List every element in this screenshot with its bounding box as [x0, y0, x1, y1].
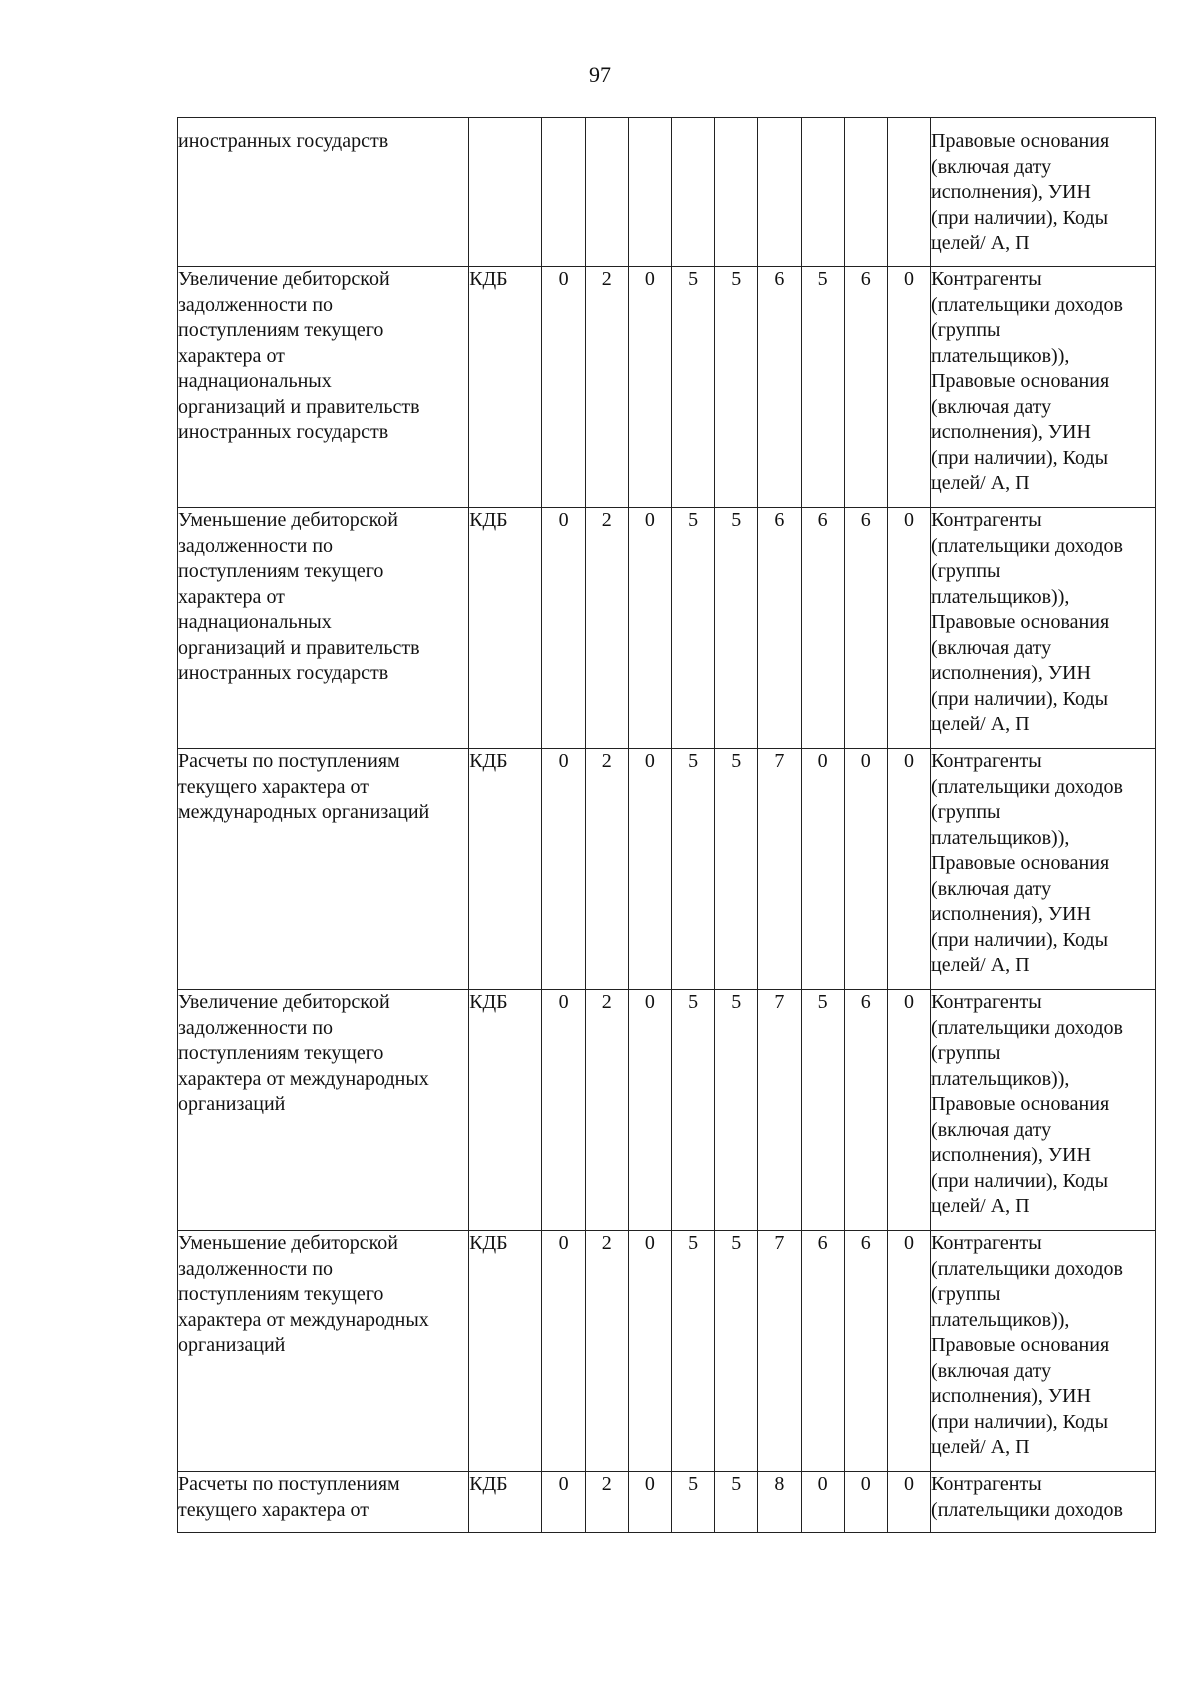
table-row: [178, 990, 1156, 1231]
row-name-line: иностранных государств: [178, 421, 389, 443]
account-digit-cell: 5: [672, 267, 715, 508]
row-kind-cell: КДБ: [469, 508, 542, 749]
account-digit-cell: 0: [542, 508, 585, 749]
row-name-line: Увеличение дебиторской: [178, 268, 390, 290]
row-attribute-line: исполнения), УИН: [931, 1144, 1091, 1166]
row-attributes-cell: [931, 1231, 1156, 1472]
account-digit-cell: 5: [715, 267, 758, 508]
account-digit-cell: 0: [542, 1472, 585, 1533]
row-name-line: задолженности по: [178, 1257, 334, 1280]
row-name-cell: [178, 267, 469, 508]
account-digit-cell: 7: [758, 990, 801, 1231]
row-attribute-line: плательщиков)),: [931, 344, 1070, 367]
row-attributes-cell: [931, 118, 1156, 267]
account-digit-cell: 0: [887, 267, 930, 508]
row-attribute-line: Правовые основания: [931, 611, 1110, 633]
row-name-line: Уменьшение дебиторской: [178, 1232, 399, 1254]
row-attribute-line: (включая дату: [931, 155, 1052, 178]
account-digit-cell: 0: [542, 990, 585, 1231]
account-digit-cell: 0: [542, 267, 585, 508]
account-digit-cell: 6: [844, 1231, 887, 1472]
account-digit-cell: 0: [628, 1472, 671, 1533]
row-attribute-line: (плательщики доходов: [931, 293, 1123, 316]
row-attribute-line: плательщиков)),: [931, 585, 1070, 608]
account-digit-cell: 0: [887, 749, 930, 990]
row-attribute-line: целей/ А, П: [931, 713, 1030, 735]
row-kind-cell: КДБ: [469, 1231, 542, 1472]
account-digit-cell: [672, 118, 715, 267]
row-name-line: характера от международных: [178, 1308, 429, 1331]
row-attribute-line: (группы: [931, 560, 1001, 582]
row-name-line: задолженности по: [178, 534, 334, 557]
account-digit-cell: 0: [887, 1472, 930, 1533]
row-name-line: Расчеты по поступлениям: [178, 750, 400, 772]
row-name-line: текущего характера от: [178, 1498, 369, 1521]
row-name-line: характера от: [178, 344, 285, 367]
row-attribute-line: (группы: [931, 801, 1001, 823]
account-digit-cell: 5: [672, 1231, 715, 1472]
account-digit-cell: 6: [801, 508, 844, 749]
row-attributes-cell: [931, 1472, 1156, 1533]
row-kind-cell: КДБ: [469, 1472, 542, 1533]
row-attribute-line: плательщиков)),: [931, 1308, 1070, 1331]
account-digit-cell: 2: [585, 990, 628, 1231]
account-digit-cell: 0: [844, 1472, 887, 1533]
account-digit-cell: 0: [844, 749, 887, 990]
account-digit-cell: 0: [887, 1231, 930, 1472]
account-digit-cell: 0: [887, 508, 930, 749]
account-digit-cell: [887, 118, 930, 267]
account-digit-cell: [585, 118, 628, 267]
row-attribute-line: целей/ А, П: [931, 1195, 1030, 1217]
row-attribute-line: (при наличии), Коды: [931, 687, 1109, 710]
row-attribute-line: целей/ А, П: [931, 472, 1030, 494]
row-attribute-line: целей/ А, П: [931, 232, 1030, 254]
row-name-cell: [178, 990, 469, 1231]
row-name-line: наднациональных: [178, 611, 332, 633]
account-digit-cell: 8: [758, 1472, 801, 1533]
row-attribute-line: (плательщики доходов: [931, 1257, 1123, 1280]
row-name-line: организаций и правительств: [178, 395, 420, 418]
account-digit-cell: 2: [585, 1231, 628, 1472]
account-digit-cell: 0: [628, 1231, 671, 1472]
row-attribute-line: Правовые основания: [931, 1093, 1110, 1115]
account-digit-cell: 0: [887, 990, 930, 1231]
row-attribute-line: Контрагенты: [931, 750, 1042, 772]
row-attribute-line: исполнения), УИН: [931, 421, 1091, 443]
row-attribute-line: (включая дату: [931, 395, 1052, 418]
row-name-line: задолженности по: [178, 1016, 334, 1039]
row-name-cell: [178, 508, 469, 749]
row-attribute-line: исполнения), УИН: [931, 903, 1091, 925]
account-digit-cell: 5: [672, 508, 715, 749]
row-name-line: поступлениям текущего: [178, 1283, 384, 1305]
row-name-line: Уменьшение дебиторской: [178, 509, 399, 531]
row-name-cell: [178, 1231, 469, 1472]
account-digit-cell: 5: [801, 267, 844, 508]
account-digit-cell: 6: [758, 508, 801, 749]
row-name-line: поступлениям текущего: [178, 560, 384, 582]
account-digit-cell: 0: [628, 267, 671, 508]
page-number: 97: [589, 62, 611, 87]
account-digit-cell: 5: [672, 749, 715, 990]
row-name-line: организаций и правительств: [178, 636, 420, 659]
table-row: [178, 267, 1156, 508]
account-digit-cell: 0: [801, 749, 844, 990]
account-digit-cell: 7: [758, 749, 801, 990]
account-digit-cell: 5: [715, 1231, 758, 1472]
row-name-line: иностранных государств: [178, 130, 389, 152]
row-attribute-line: целей/ А, П: [931, 954, 1030, 976]
row-attribute-line: (плательщики доходов: [931, 1498, 1123, 1521]
table-row: [178, 749, 1156, 990]
row-name-line: Расчеты по поступлениям: [178, 1473, 400, 1495]
account-digit-cell: 0: [628, 990, 671, 1231]
table-row: [178, 1231, 1156, 1472]
row-attribute-line: плательщиков)),: [931, 826, 1070, 849]
account-digit-cell: 5: [715, 1472, 758, 1533]
account-digit-cell: [542, 118, 585, 267]
row-kind-cell: [469, 118, 542, 267]
row-attribute-line: (плательщики доходов: [931, 775, 1123, 798]
account-digit-cell: 5: [715, 508, 758, 749]
row-attribute-line: (группы: [931, 1283, 1001, 1305]
account-digit-cell: 5: [672, 1472, 715, 1533]
account-digit-cell: 0: [542, 1231, 585, 1472]
account-digit-cell: 7: [758, 1231, 801, 1472]
account-digit-cell: 5: [715, 990, 758, 1231]
account-digit-cell: 5: [672, 990, 715, 1231]
row-attribute-line: (включая дату: [931, 636, 1052, 659]
row-attributes-cell: [931, 508, 1156, 749]
table-row: [178, 508, 1156, 749]
row-name-line: организаций: [178, 1334, 286, 1356]
account-digit-cell: 6: [844, 508, 887, 749]
row-name-line: характера от: [178, 585, 285, 608]
row-attribute-line: исполнения), УИН: [931, 181, 1091, 203]
row-kind-cell: КДБ: [469, 990, 542, 1231]
row-name-line: задолженности по: [178, 293, 334, 316]
row-attribute-line: (при наличии), Коды: [931, 206, 1109, 229]
row-attribute-line: исполнения), УИН: [931, 1385, 1091, 1407]
row-attribute-line: Контрагенты: [931, 1232, 1042, 1254]
row-name-line: международных организаций: [178, 801, 430, 823]
accounts-table: [177, 117, 1156, 1533]
account-digit-cell: [801, 118, 844, 267]
row-attribute-line: Контрагенты: [931, 268, 1042, 290]
account-digit-cell: 5: [801, 990, 844, 1231]
row-attribute-line: Правовые основания: [931, 370, 1110, 392]
row-name-line: организаций: [178, 1093, 286, 1115]
account-digit-cell: 2: [585, 267, 628, 508]
account-digit-cell: 6: [801, 1231, 844, 1472]
row-attribute-line: (плательщики доходов: [931, 534, 1123, 557]
row-attribute-line: целей/ А, П: [931, 1436, 1030, 1458]
account-digit-cell: [844, 118, 887, 267]
row-name-cell: [178, 118, 469, 267]
row-attribute-line: Правовые основания: [931, 852, 1110, 874]
row-attribute-line: Контрагенты: [931, 1473, 1042, 1495]
account-digit-cell: 2: [585, 508, 628, 749]
account-digit-cell: 2: [585, 1472, 628, 1533]
row-attributes-cell: [931, 749, 1156, 990]
row-attribute-line: Контрагенты: [931, 509, 1042, 531]
account-digit-cell: 6: [844, 267, 887, 508]
row-name-line: поступлениям текущего: [178, 319, 384, 341]
account-digit-cell: [628, 118, 671, 267]
row-attribute-line: (группы: [931, 1042, 1001, 1064]
account-digit-cell: 6: [758, 267, 801, 508]
row-name-line: иностранных государств: [178, 662, 389, 684]
row-attributes-cell: [931, 267, 1156, 508]
row-attribute-line: плательщиков)),: [931, 1067, 1070, 1090]
row-attribute-line: (при наличии), Коды: [931, 446, 1109, 469]
row-kind-cell: КДБ: [469, 267, 542, 508]
row-name-cell: [178, 749, 469, 990]
row-name-line: текущего характера от: [178, 775, 369, 798]
row-name-line: поступлениям текущего: [178, 1042, 384, 1064]
account-digit-cell: 0: [628, 508, 671, 749]
row-attribute-line: (плательщики доходов: [931, 1016, 1123, 1039]
account-digit-cell: 0: [628, 749, 671, 990]
row-attribute-line: (включая дату: [931, 1359, 1052, 1382]
row-attribute-line: Правовые основания: [931, 1334, 1110, 1356]
table-row: [178, 118, 1156, 267]
row-attribute-line: Правовые основания: [931, 130, 1110, 152]
account-digit-cell: 0: [801, 1472, 844, 1533]
account-digit-cell: 0: [542, 749, 585, 990]
account-digit-cell: 5: [715, 749, 758, 990]
row-attribute-line: (при наличии), Коды: [931, 1410, 1109, 1433]
table-row: [178, 1472, 1156, 1533]
row-attribute-line: (при наличии), Коды: [931, 1169, 1109, 1192]
account-digit-cell: [715, 118, 758, 267]
row-attribute-line: Контрагенты: [931, 991, 1042, 1013]
row-attribute-line: (включая дату: [931, 1118, 1052, 1141]
account-digit-cell: 6: [844, 990, 887, 1231]
account-digit-cell: [758, 118, 801, 267]
row-attribute-line: (группы: [931, 319, 1001, 341]
row-attributes-cell: [931, 990, 1156, 1231]
row-name-cell: [178, 1472, 469, 1533]
row-kind-cell: КДБ: [469, 749, 542, 990]
account-digit-cell: 2: [585, 749, 628, 990]
row-name-line: характера от международных: [178, 1067, 429, 1090]
row-attribute-line: исполнения), УИН: [931, 662, 1091, 684]
row-name-line: наднациональных: [178, 370, 332, 392]
row-attribute-line: (при наличии), Коды: [931, 928, 1109, 951]
row-name-line: Увеличение дебиторской: [178, 991, 390, 1013]
row-attribute-line: (включая дату: [931, 877, 1052, 900]
